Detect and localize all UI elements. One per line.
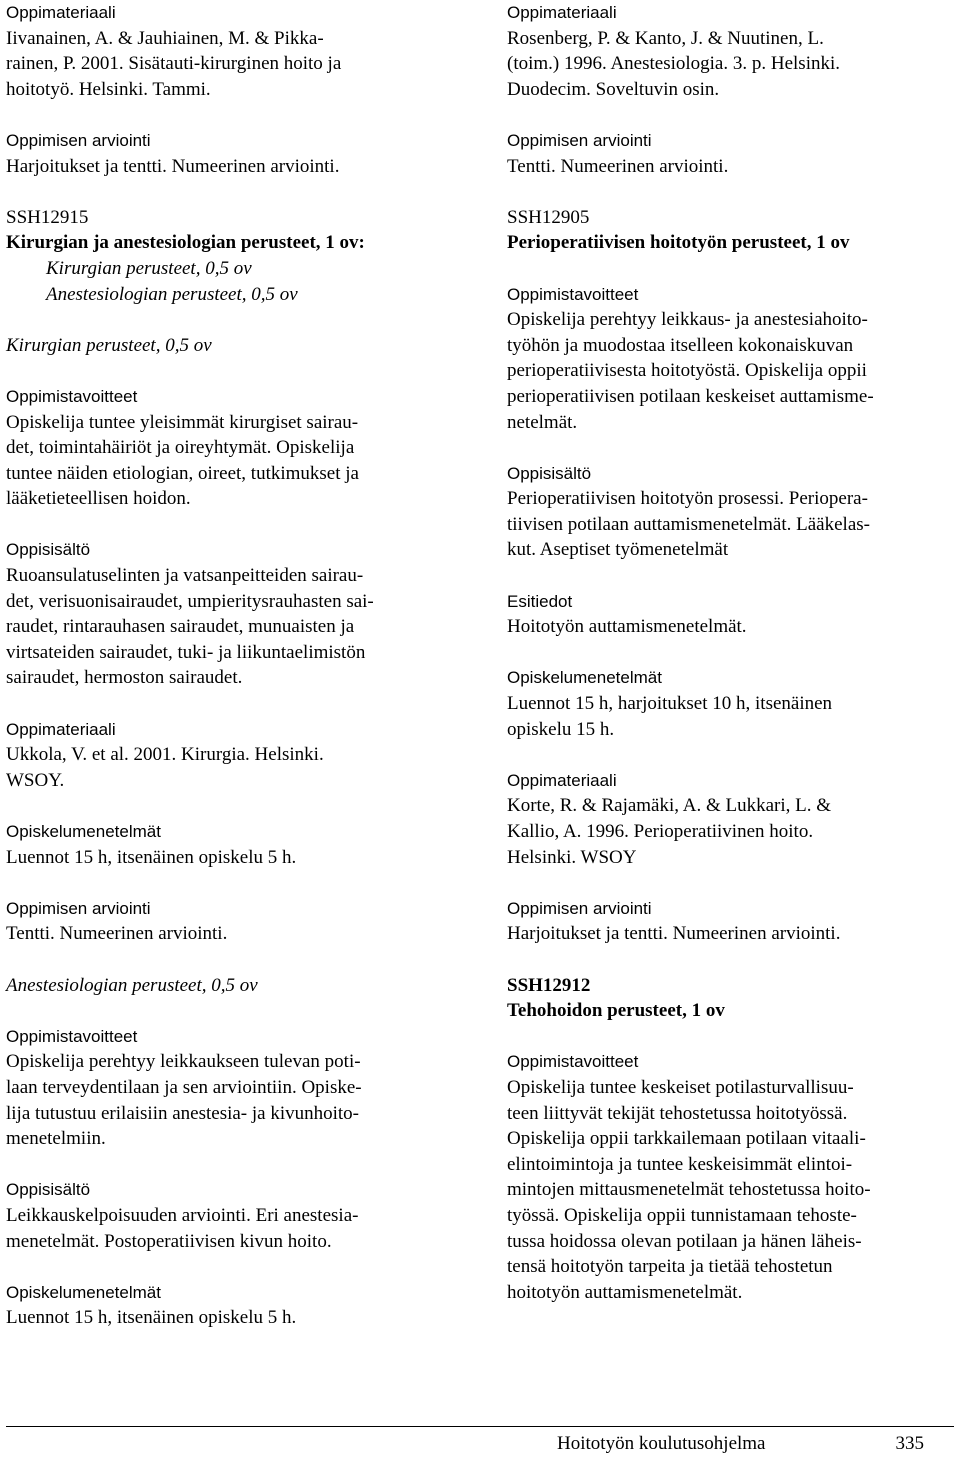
section-label: Oppisisältö [6, 540, 91, 560]
section-label: Oppimistavoitteet [507, 1052, 639, 1072]
section-label: Oppisisältö [507, 463, 592, 483]
goals-block [507, 282, 959, 436]
text-line: netelmät. [507, 411, 578, 433]
text-line: mintojen mittausmenetelmät tehostetussa hoito- [507, 1179, 871, 1201]
content-block [6, 537, 458, 691]
text-line: raudet, rintarauhasen sairaudet, munuaisten ja [6, 616, 355, 638]
text-line: kut. Aseptiset työmenetelmät [507, 539, 729, 561]
section-label: Oppimateriaali [6, 3, 116, 22]
footer-divider [6, 1426, 954, 1427]
text-line: Opiskelija perehtyy leikkaukseen tulevan poti- [6, 1051, 361, 1073]
subsection-title: Anestesiologian perusteet, 0,5 ov [6, 974, 258, 996]
goals-block [6, 384, 458, 512]
text-line: Kallio, A. 1996. Perioperatiivinen hoito. [507, 821, 814, 842]
methods-block [507, 665, 959, 742]
section-label: Opiskelumenetelmät [6, 822, 161, 841]
course-title: Kirurgian ja anestesiologian perusteet, 1 ov: [6, 232, 365, 254]
course-subtitle: Kirurgian perusteet, 0,5 ov [46, 257, 252, 279]
text-line: Leikkauskelpoisuuden arviointi. Eri anestesia- [6, 1204, 359, 1226]
text-line: Hoitotyön auttamismenetelmät. [507, 616, 747, 638]
course-header [6, 205, 458, 307]
text-line: työssä. Opiskelija oppii tunnistamaan tehoste- [507, 1204, 857, 1226]
section-label: Oppimisen arviointi [6, 130, 151, 150]
methods-block [6, 1280, 458, 1331]
text-line: Opiskelija perehtyy leikkaus- ja anestesiahoito- [507, 309, 868, 331]
section-label: Oppimistavoitteet [6, 1026, 138, 1046]
text-line: elintoimintoja ja tuntee keskeisimmät elintoi- [507, 1153, 853, 1175]
material-block [6, 717, 458, 794]
page-number: 335 [895, 1433, 924, 1454]
text-line: Luennot 15 h, itsenäinen opiskelu 5 h. [6, 1307, 297, 1329]
text-line: tussa hoidossa olevan potilaan ja hänen läheis- [507, 1230, 862, 1252]
section-label: Opiskelumenetelmät [6, 1282, 161, 1302]
text-line: Opiskelija tuntee keskeiset potilasturvallisuu- [507, 1076, 854, 1098]
course-header [507, 205, 959, 256]
evaluation-block [6, 896, 458, 947]
section-label: Oppimisen arviointi [6, 898, 151, 918]
section-label: Oppimisen arviointi [507, 130, 652, 150]
text-line: tuntee näiden etiologian, oireet, tutkimukset ja [6, 462, 359, 484]
text-line: Helsinki. WSOY [507, 846, 637, 868]
text-line: Opiskelija oppii tarkkailemaan potilaan vitaali- [507, 1128, 866, 1150]
section-label: Oppimateriaali [507, 3, 617, 22]
course-code: SSH12905 [507, 206, 590, 228]
course-code: SSH12915 [6, 206, 89, 228]
text-line: Ruoansulatuselinten ja vatsanpeitteiden sairau- [6, 565, 364, 587]
material-block [507, 0, 959, 102]
section-label: Esitiedot [507, 591, 573, 611]
section-label: Oppimateriaali [6, 719, 116, 739]
material-block [6, 0, 458, 102]
text-line: Tentti. Numeerinen arviointi. [6, 923, 228, 945]
text-line: virtsateiden sairaudet, tuki- ja liikuntaelimistön [6, 641, 366, 663]
text-line: WSOY. [6, 769, 65, 791]
text-line: perioperatiivisesta hoitotyöstä. Opiskelija oppii [507, 360, 867, 382]
section-label: Oppisisältö [6, 1180, 91, 1200]
evaluation-block [507, 896, 959, 947]
course-title: Tehohoidon perusteet, 1 ov [507, 1000, 725, 1022]
text-line: Duodecim. Soveltuvin osin. [507, 78, 720, 100]
text-line: menetelmät. Postoperatiivisen kivun hoito. [6, 1230, 332, 1252]
course-header [507, 973, 959, 1024]
text-line: sairaudet, hermoston sairaudet. [6, 667, 243, 689]
text-line: laan terveydentilaan ja sen arviointiin. Opiske- [6, 1076, 362, 1098]
footer-title: Hoitotyön koulutusohjelma [557, 1433, 766, 1454]
text-line: Iivanainen, A. & Jauhiainen, M. & Pikka- [6, 27, 324, 49]
text-line: lija tutustuu erilaisiin anestesia- ja kivunhoito- [6, 1102, 360, 1124]
text-line: (toim.) 1996. Anestesiologia. 3. p. Helsinki. [507, 53, 841, 75]
text-line: menetelmiin. [6, 1128, 106, 1150]
course-subtitle: Anestesiologian perusteet, 0,5 ov [46, 283, 298, 305]
prerequisites-block [507, 589, 959, 640]
text-line: opiskelu 15 h. [507, 718, 615, 740]
evaluation-block [6, 128, 458, 179]
text-line: Opiskelija tuntee yleisimmät kirurgiset sairau- [6, 411, 359, 433]
right-column [507, 0, 959, 1305]
text-line: perioperatiivisen potilaan keskeiset auttamisme- [507, 385, 874, 407]
course-code: SSH12912 [507, 974, 591, 996]
text-line: hoitotyö. Helsinki. Tammi. [6, 78, 211, 100]
subsection-heading [6, 333, 458, 359]
material-block [507, 768, 959, 870]
page-footer [6, 1432, 924, 1456]
goals-block [507, 1049, 959, 1305]
text-line: Luennot 15 h, harjoitukset 10 h, itsenäinen [507, 693, 833, 715]
section-label: Oppimateriaali [507, 770, 617, 790]
text-line: det, toimintahäiriöt ja oireyhtymät. Opiskelija [6, 437, 355, 459]
left-column [6, 0, 458, 1331]
section-label: Opiskelumenetelmät [507, 668, 662, 688]
methods-block [6, 819, 458, 870]
text-line: Korte, R. & Rajamäki, A. & Lukkari, L. & [507, 795, 832, 817]
text-line: rainen, P. 2001. Sisätauti-kirurginen hoito ja [6, 53, 342, 75]
section-label: Oppimistavoitteet [6, 386, 138, 406]
section-label: Oppimisen arviointi [507, 898, 652, 918]
text-line: Perioperatiivisen hoitotyön prosessi. Perioperа- [507, 488, 868, 510]
text-line: hoitotyön auttamismenetelmät. [507, 1281, 743, 1303]
text-line: det, verisuonisairaudet, umpieritysrauhasten sai- [6, 590, 374, 612]
goals-block [6, 1024, 458, 1152]
text-line: Harjoitukset ja tentti. Numeerinen arviointi. [6, 155, 340, 177]
text-line: lääketieteellisen hoidon. [6, 488, 191, 510]
text-line: Harjoitukset ja tentti. Numeerinen arviointi. [507, 923, 841, 945]
evaluation-block [507, 128, 959, 179]
text-line: työhön ja muodostaa itselleen kokonaiskuvan [507, 334, 854, 356]
text-line: tiivisen potilaan auttamismenetelmät. Lääkelas- [507, 513, 870, 535]
text-line: Luennot 15 h, itsenäinen opiskelu 5 h. [6, 846, 297, 868]
text-line: tensä hoitotyön tarpeita ja tietää tehostetun [507, 1256, 833, 1278]
section-label: Oppimistavoitteet [507, 284, 639, 304]
subsection-title: Kirurgian perusteet, 0,5 ov [6, 334, 212, 356]
text-line: Tentti. Numeerinen arviointi. [507, 155, 729, 177]
text-line: Rosenberg, P. & Kanto, J. & Nuutinen, L. [507, 27, 824, 49]
content-block [6, 1177, 458, 1254]
subsection-heading [6, 973, 458, 999]
text-line: Ukkola, V. et al. 2001. Kirurgia. Helsinki. [6, 744, 324, 766]
course-title: Perioperatiivisen hoitotyön perusteet, 1 ov [507, 232, 850, 254]
content-block [507, 461, 959, 563]
text-line: teen liittyvät tekijät tehostetussa hoitotyössä. [507, 1102, 848, 1124]
